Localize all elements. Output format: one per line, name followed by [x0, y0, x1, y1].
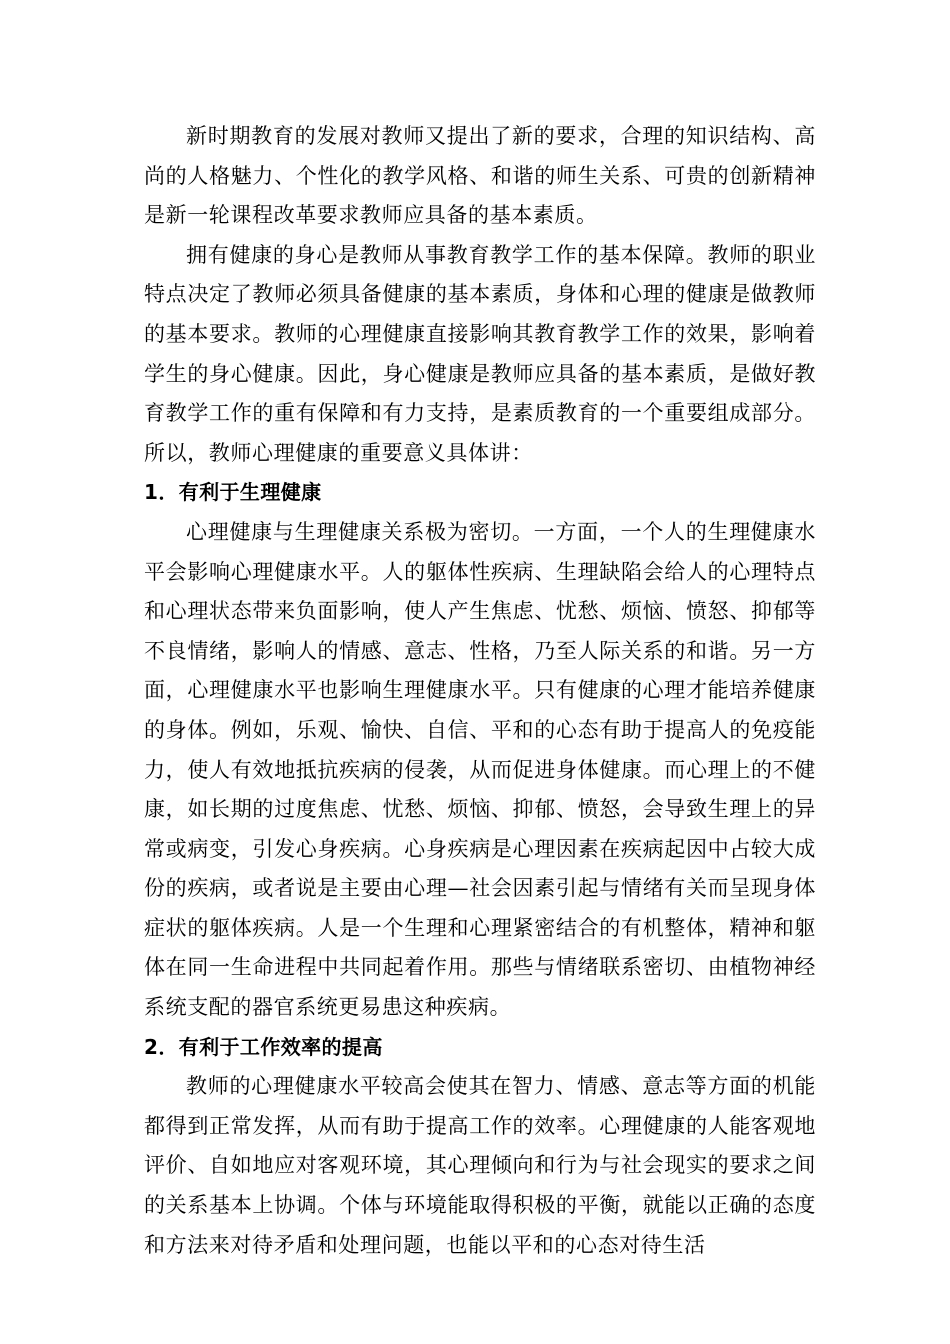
- section-heading-1: 1．有利于生理健康: [144, 480, 322, 505]
- section-heading-2: 2．有利于工作效率的提高: [144, 1034, 383, 1059]
- intro-paragraph-2: 拥有健康的身心是教师从事教育教学工作的基本保障。教师的职业特点决定了教师必须具备健康的基本素质，身体和心理的健康是做教师的基本要求。教师的心理健康直接影响其教育教学工作的效果，影响着学生的身心健康。因此，身心健康是教师应具备的基本素质，是做好教育教学工作的重有保障和有力支持，是素质教育的一个重要组成部分。所以，教师心理健康的重要意义具体讲：: [144, 242, 816, 465]
- section-body-2: 教师的心理健康水平较高会使其在智力、情感、意志等方面的机能都得到正常发挥，从而有助于提高工作的效率。心理健康的人能客观地评价、自如地应对客观环境，其心理倾向和行为与社会现实的要求之间的关系基本上协调。个体与环境能取得积极的平衡，就能以正确的态度和方法来对待矛盾和处理问题，也能以平和的心态对待生活: [144, 1074, 816, 1257]
- intro-paragraph-1: 新时期教育的发展对教师又提出了新的要求，合理的知识结构、高尚的人格魅力、个性化的教学风格、和谐的师生关系、可贵的创新精神是新一轮课程改革要求教师应具备的基本素质。: [144, 124, 816, 228]
- section-body-1: 心理健康与生理健康关系极为密切。一方面，一个人的生理健康水平会影响心理健康水平。人的躯体性疾病、生理缺陷会给人的心理特点和心理状态带来负面影响，使人产生焦虑、忧愁、烦恼、愤怒、抑郁等不良情绪，影响人的情感、意志、性格，乃至人际关系的和谐。另一方面，心理健康水平也影响生理健康水平。只有健康的心理才能培养健康的身体。例如，乐观、愉快、自信、平和的心态有助于提高人的免疫能力，使人有效地抵抗疾病的侵袭，从而促进身体健康。而心理上的不健康，如长期的过度焦虑、忧愁、烦恼、抑郁、愤怒，会导致生理上的异常或病变，引发心身疾病。心身疾病是心理因素在疾病起因中占较大成份的疾病，或者说是主要由心理—社会因素引起与情绪有关而呈现身体症状的躯体疾病。人是一个生理和心理紧密结合的有机整体，精神和躯体在同一生命进程中共同起着作用。那些与情绪联系密切、由植物神经系统支配的器官系统更易患这种疾病。: [144, 519, 816, 1020]
- document-page: [144, 117, 816, 1265]
